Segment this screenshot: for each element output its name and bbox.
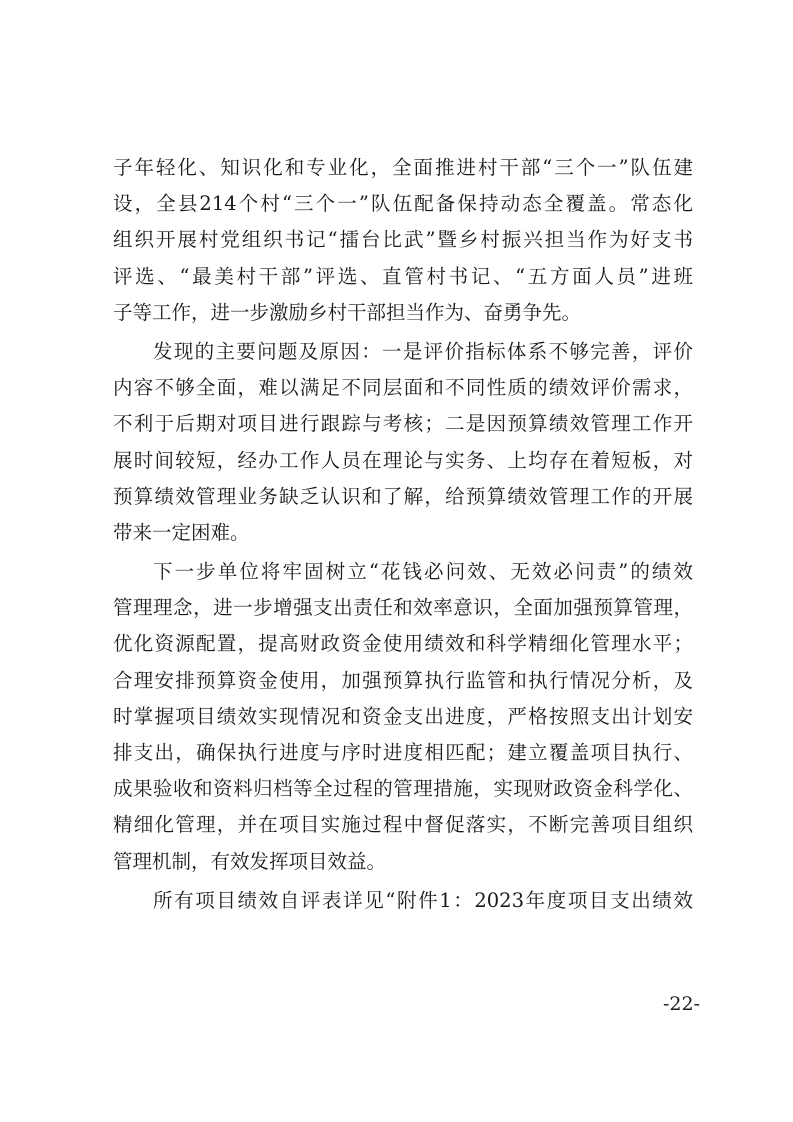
text-line: 带来一定困难。 (113, 520, 250, 544)
paragraph-next-steps (113, 554, 693, 880)
text-line: 子年轻化、知识化和专业化，全面推进村干部“三个一”队伍建 (113, 156, 693, 179)
page-number: -22- (662, 993, 700, 1015)
paragraph-attachment-reference (113, 883, 693, 919)
text-line: 排支出，确保执行进度与序时进度相匹配；建立覆盖项目执行、 (113, 741, 693, 764)
text-line: 组织开展村党组织书记“擂台比武”暨乡村振兴担当作为好支书 (113, 228, 693, 252)
paragraph-village-cadres (113, 150, 693, 331)
text-line: 合理安排预算资金使用，加强预算执行监管和执行情况分析，及 (113, 668, 693, 692)
text-line: 所有项目绩效自评表详见“附件1：2023年度项目支出绩效 (153, 888, 693, 912)
paragraph-main-problems (113, 334, 693, 551)
text-line: 展时间较短，经办工作人员在理论与实务、上均存在着短板，对 (113, 448, 693, 472)
text-line: 时掌握项目绩效实现情况和资金支出进度，严格按照支出计划安 (113, 704, 693, 728)
text-line: 下一步单位将牢固树立“花钱必问效、无效必问责”的绩效 (153, 560, 693, 584)
text-line: 设，全县214个村“三个一”队伍配备保持动态全覆盖。常态化 (113, 192, 693, 216)
text-line: 评选、“最美村干部”评选、直管村书记、“五方面人员”进班 (113, 264, 693, 288)
body-text (113, 150, 693, 919)
text-line: 精细化管理，并在项目实施过程中督促落实，不断完善项目组织 (113, 813, 693, 837)
text-line: 管理理念，进一步增强支出责任和效率意识，全面加强预算管理， (113, 596, 693, 620)
text-line: 子等工作，进一步激励乡村干部担当作为、奋勇争先。 (113, 300, 582, 324)
text-line: 发现的主要问题及原因：一是评价指标体系不够完善，评价 (153, 339, 693, 363)
text-line: 优化资源配置，提高财政资金使用绩效和科学精细化管理水平； (113, 632, 693, 656)
text-line: 不利于后期对项目进行跟踪与考核；二是因预算绩效管理工作开 (113, 412, 693, 436)
text-line: 管理机制，有效发挥项目效益。 (113, 849, 387, 873)
text-line: 内容不够全面，难以满足不同层面和不同性质的绩效评价需求， (113, 376, 693, 400)
text-line: 预算绩效管理业务缺乏认识和了解，给预算绩效管理工作的开展 (113, 484, 693, 508)
text-line: 成果验收和资料归档等全过程的管理措施，实现财政资金科学化、 (113, 777, 693, 801)
